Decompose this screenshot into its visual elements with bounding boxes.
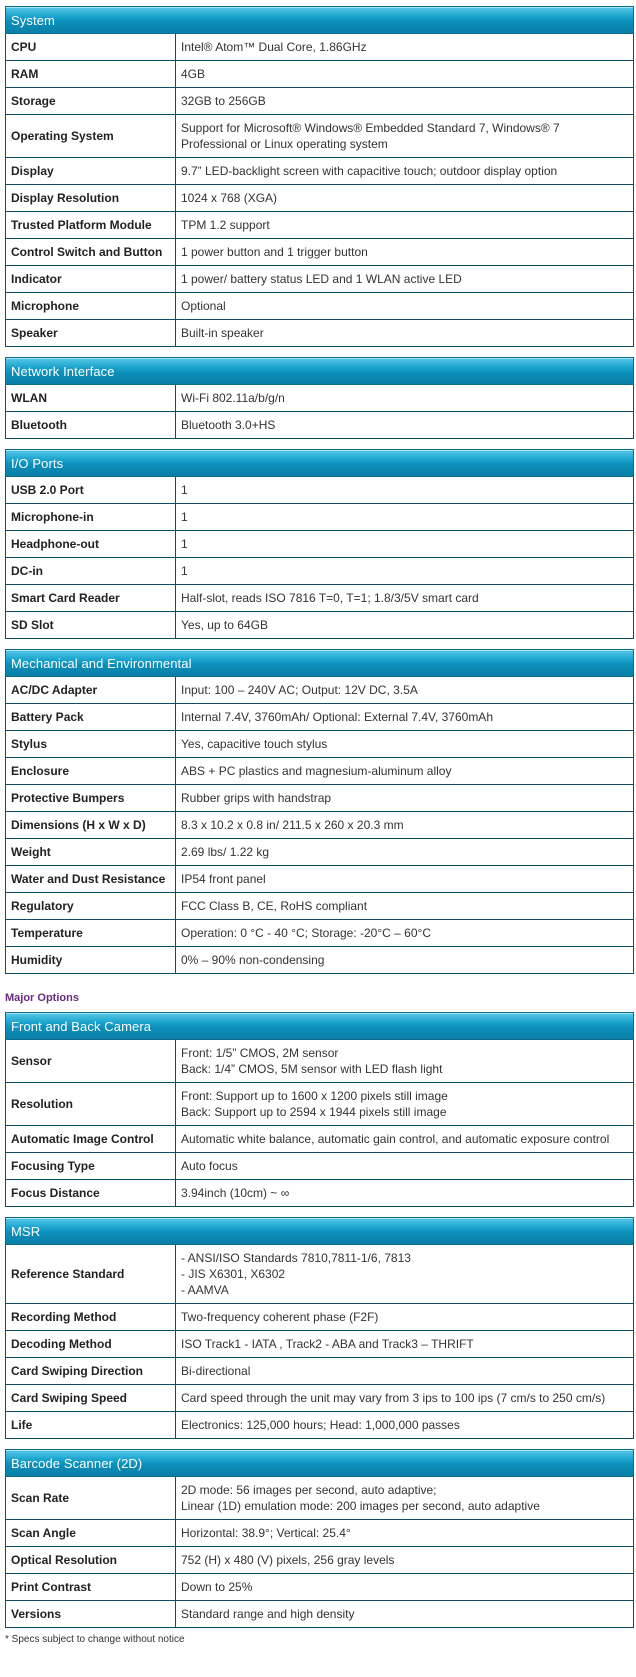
spec-value: - ANSI/ISO Standards 7810,7811-1/6, 7813 - JIS X6301, X6302 - AAMVA [176,1245,634,1304]
spec-value: 752 (H) x 480 (V) pixels, 256 gray levels [176,1547,634,1574]
spec-row [6,1040,634,1083]
spec-row [6,412,634,439]
spec-table-front-and-back-camera [5,1012,634,1207]
spec-key: Resolution [6,1083,176,1126]
spec-key: Decoding Method [6,1331,176,1358]
spec-row [6,1083,634,1126]
spec-row [6,677,634,704]
spec-key: Focus Distance [6,1180,176,1207]
spec-value: Bluetooth 3.0+HS [176,412,634,439]
spec-value: 1 [176,477,634,504]
major-options-label: Major Options [5,992,79,1004]
spec-key: Optical Resolution [6,1547,176,1574]
spec-row [6,812,634,839]
spec-key: Microphone [6,293,176,320]
spec-row [6,839,634,866]
spec-value: 32GB to 256GB [176,88,634,115]
footnote: * Specs subject to change without notice [5,1634,185,1645]
spec-row [6,185,634,212]
spec-key: Reference Standard [6,1245,176,1304]
spec-key: Dimensions (H x W x D) [6,812,176,839]
spec-key: Enclosure [6,758,176,785]
spec-table-barcode-scanner-2d [5,1449,634,1628]
spec-table-msr [5,1217,634,1439]
spec-value: Optional [176,293,634,320]
spec-row [6,61,634,88]
spec-row [6,1601,634,1628]
spec-row [6,1180,634,1207]
spec-value: Built-in speaker [176,320,634,347]
spec-value: Support for Microsoft® Windows® Embedded Standard 7, Windows® 7 Professional or Linux operating system [176,115,634,158]
spec-value: Yes, up to 64GB [176,612,634,639]
section-header: I/O Ports [6,450,634,477]
spec-key: Versions [6,1601,176,1628]
spec-value: Standard range and high density [176,1601,634,1628]
spec-group-options [5,1012,633,1628]
spec-value: Horizontal: 38.9°; Vertical: 25.4° [176,1520,634,1547]
section-header: System [6,7,634,34]
spec-table-i-o-ports [5,449,634,639]
spec-value: Intel® Atom™ Dual Core, 1.86GHz [176,34,634,61]
spec-row [6,866,634,893]
spec-key: Speaker [6,320,176,347]
spec-row [6,320,634,347]
spec-row [6,1520,634,1547]
spec-key: Automatic Image Control [6,1126,176,1153]
spec-row [6,1547,634,1574]
section-header: MSR [6,1218,634,1245]
spec-key: Regulatory [6,893,176,920]
spec-row [6,477,634,504]
spec-row [6,385,634,412]
spec-row [6,1574,634,1601]
spec-key: Protective Bumpers [6,785,176,812]
spec-key: Recording Method [6,1304,176,1331]
spec-key: Focusing Type [6,1153,176,1180]
spec-value: 1 [176,558,634,585]
spec-key: Smart Card Reader [6,585,176,612]
spec-key: USB 2.0 Port [6,477,176,504]
spec-key: Temperature [6,920,176,947]
spec-value: TPM 1.2 support [176,212,634,239]
spec-key: Print Contrast [6,1574,176,1601]
spec-row [6,266,634,293]
spec-key: Display Resolution [6,185,176,212]
spec-key: Storage [6,88,176,115]
spec-value: 1 [176,504,634,531]
spec-key: Stylus [6,731,176,758]
spec-table-mechanical-and-environmental [5,649,634,974]
spec-key: DC-in [6,558,176,585]
spec-value: 0% – 90% non-condensing [176,947,634,974]
spec-value: Half-slot, reads ISO 7816 T=0, T=1; 1.8/3/5V smart card [176,585,634,612]
spec-row [6,34,634,61]
spec-key: Scan Rate [6,1477,176,1520]
spec-row [6,1358,634,1385]
spec-key: Headphone-out [6,531,176,558]
spec-value: Internal 7.4V, 3760mAh/ Optional: External 7.4V, 3760mAh [176,704,634,731]
spec-value: FCC Class B, CE, RoHS compliant [176,893,634,920]
spec-value: 3.94inch (10cm) ~ ∞ [176,1180,634,1207]
spec-row [6,88,634,115]
spec-row [6,893,634,920]
spec-row [6,531,634,558]
spec-key: Bluetooth [6,412,176,439]
spec-value: Rubber grips with handstrap [176,785,634,812]
spec-key: SD Slot [6,612,176,639]
spec-row [6,585,634,612]
spec-value: IP54 front panel [176,866,634,893]
spec-row [6,558,634,585]
spec-key: Humidity [6,947,176,974]
spec-key: AC/DC Adapter [6,677,176,704]
spec-key: WLAN [6,385,176,412]
spec-key: Card Swiping Direction [6,1358,176,1385]
spec-value: ABS + PC plastics and magnesium-aluminum alloy [176,758,634,785]
spec-row [6,1153,634,1180]
spec-row [6,158,634,185]
spec-row [6,1331,634,1358]
spec-table-system [5,6,634,347]
spec-value: 2.69 lbs/ 1.22 kg [176,839,634,866]
spec-key: Indicator [6,266,176,293]
spec-value: 8.3 x 10.2 x 0.8 in/ 211.5 x 260 x 20.3 mm [176,812,634,839]
spec-group-standard [5,6,633,974]
section-header: Mechanical and Environmental [6,650,634,677]
spec-value: 1 power/ battery status LED and 1 WLAN active LED [176,266,634,293]
spec-value: 1 power button and 1 trigger button [176,239,634,266]
spec-row [6,758,634,785]
spec-row [6,785,634,812]
spec-value: Two-frequency coherent phase (F2F) [176,1304,634,1331]
spec-key: Sensor [6,1040,176,1083]
spec-key: Water and Dust Resistance [6,866,176,893]
spec-row [6,1412,634,1439]
spec-key: Trusted Platform Module [6,212,176,239]
spec-value: 4GB [176,61,634,88]
spec-key: CPU [6,34,176,61]
spec-value: Down to 25% [176,1574,634,1601]
spec-value: 2D mode: 56 images per second, auto adaptive; Linear (1D) emulation mode: 200 images per second, auto adaptive [176,1477,634,1520]
section-header: Barcode Scanner (2D) [6,1450,634,1477]
spec-row [6,1385,634,1412]
spec-row [6,239,634,266]
section-header: Network Interface [6,358,634,385]
spec-key: Control Switch and Button [6,239,176,266]
section-header: Front and Back Camera [6,1013,634,1040]
spec-key: Operating System [6,115,176,158]
spec-value: Front: 1/5” CMOS, 2M sensor Back: 1/4” CMOS, 5M sensor with LED flash light [176,1040,634,1083]
spec-row [6,212,634,239]
spec-value: Yes, capacitive touch stylus [176,731,634,758]
spec-row [6,1245,634,1304]
spec-row [6,947,634,974]
spec-row [6,1126,634,1153]
spec-value: Bi-directional [176,1358,634,1385]
spec-key: Life [6,1412,176,1439]
spec-value: Card speed through the unit may vary from 3 ips to 100 ips (7 cm/s to 250 cm/s) [176,1385,634,1412]
spec-value: Auto focus [176,1153,634,1180]
spec-row [6,293,634,320]
spec-row [6,504,634,531]
spec-row [6,1304,634,1331]
spec-row [6,612,634,639]
spec-value: Automatic white balance, automatic gain control, and automatic exposure control [176,1126,634,1153]
spec-value: Operation: 0 °C - 40 °C; Storage: -20°C – 60°C [176,920,634,947]
spec-value: Electronics: 125,000 hours; Head: 1,000,000 passes [176,1412,634,1439]
spec-value: Wi-Fi 802.11a/b/g/n [176,385,634,412]
spec-key: Display [6,158,176,185]
spec-value: Input: 100 – 240V AC; Output: 12V DC, 3.5A [176,677,634,704]
spec-key: Card Swiping Speed [6,1385,176,1412]
spec-value: ISO Track1 - IATA , Track2 - ABA and Track3 – THRIFT [176,1331,634,1358]
spec-key: Scan Angle [6,1520,176,1547]
spec-key: Microphone-in [6,504,176,531]
spec-row [6,731,634,758]
spec-value: 1 [176,531,634,558]
spec-row [6,704,634,731]
spec-key: Weight [6,839,176,866]
spec-row [6,1477,634,1520]
spec-value: 9.7” LED-backlight screen with capacitive touch; outdoor display option [176,158,634,185]
spec-key: Battery Pack [6,704,176,731]
spec-row [6,115,634,158]
spec-row [6,920,634,947]
spec-value: 1024 x 768 (XGA) [176,185,634,212]
spec-table-network-interface [5,357,634,439]
spec-value: Front: Support up to 1600 x 1200 pixels still image Back: Support up to 2594 x 1944 pixels still image [176,1083,634,1126]
spec-key: RAM [6,61,176,88]
